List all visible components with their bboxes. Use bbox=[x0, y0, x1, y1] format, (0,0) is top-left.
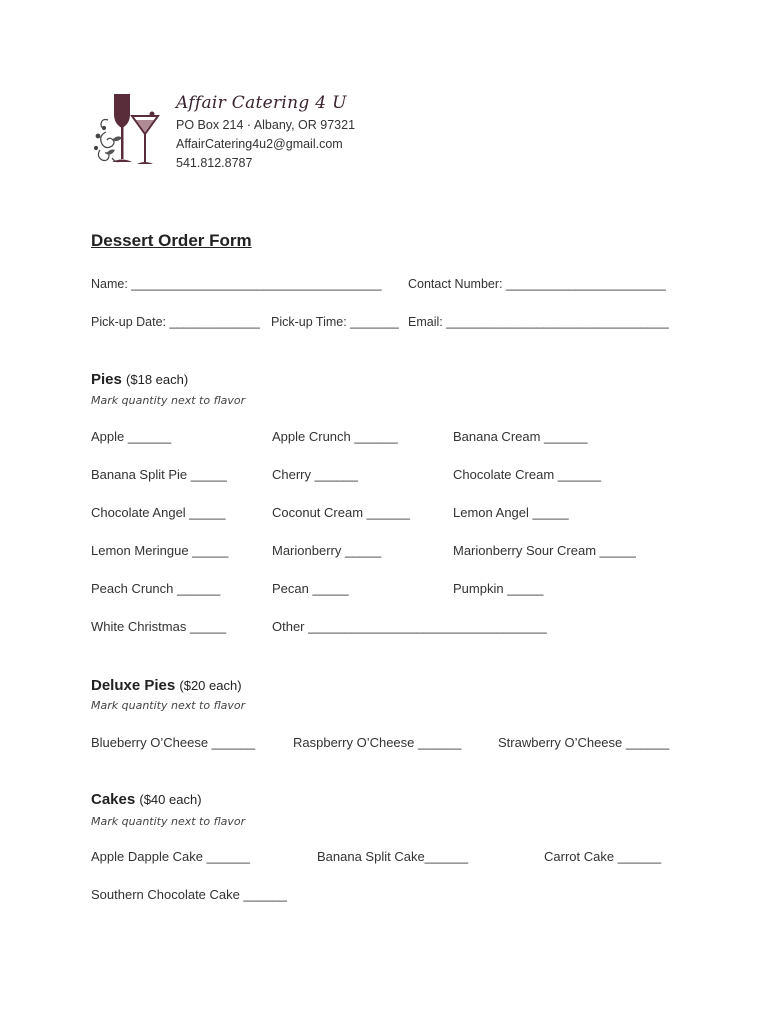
pies-price: ($18 each) bbox=[126, 372, 189, 387]
cake-item-banana-split[interactable]: Banana Split Cake______ bbox=[317, 849, 469, 864]
pickup-time-field[interactable]: Pick-up Time: _______ bbox=[271, 315, 399, 329]
company-phone: 541.812.8787 bbox=[176, 156, 253, 170]
pie-item-apple[interactable]: Apple ______ bbox=[91, 429, 172, 444]
pie-item-chocolate-cream[interactable]: Chocolate Cream ______ bbox=[453, 467, 602, 482]
pickup-date-field[interactable]: Pick-up Date: _____________ bbox=[91, 315, 260, 329]
pie-item-coconut-cream[interactable]: Coconut Cream ______ bbox=[272, 505, 411, 520]
wine-glasses-logo-icon bbox=[92, 92, 166, 170]
deluxe-pies-note: Mark quantity next to flavor bbox=[91, 699, 246, 712]
pie-item-cherry[interactable]: Cherry ______ bbox=[272, 467, 358, 482]
company-name: Affair Catering 4 U bbox=[176, 93, 347, 113]
pie-item-white-christmas[interactable]: White Christmas _____ bbox=[91, 619, 227, 634]
pie-item-lemon-angel[interactable]: Lemon Angel _____ bbox=[453, 505, 569, 520]
pie-item-pumpkin[interactable]: Pumpkin _____ bbox=[453, 581, 544, 596]
cakes-note: Mark quantity next to flavor bbox=[91, 815, 246, 828]
pie-item-banana-cream[interactable]: Banana Cream ______ bbox=[453, 429, 588, 444]
cake-item-carrot[interactable]: Carrot Cake ______ bbox=[544, 849, 662, 864]
deluxe-item-strawberry[interactable]: Strawberry O’Cheese ______ bbox=[498, 735, 670, 750]
pie-item-marionberry-sour-cream[interactable]: Marionberry Sour Cream _____ bbox=[453, 543, 636, 558]
cakes-title: Cakes bbox=[91, 791, 136, 808]
pie-item-banana-split[interactable]: Banana Split Pie _____ bbox=[91, 467, 227, 482]
page-title: Dessert Order Form bbox=[91, 231, 252, 250]
email-field[interactable]: Email: ________________________________ bbox=[408, 315, 669, 329]
pie-item-chocolate-angel[interactable]: Chocolate Angel _____ bbox=[91, 505, 226, 520]
pie-item-apple-crunch[interactable]: Apple Crunch ______ bbox=[272, 429, 398, 444]
cakes-price: ($40 each) bbox=[139, 792, 202, 807]
pie-item-peach-crunch[interactable]: Peach Crunch ______ bbox=[91, 581, 221, 596]
pie-item-pecan[interactable]: Pecan _____ bbox=[272, 581, 349, 596]
contact-number-field[interactable]: Contact Number: _______________________ bbox=[408, 277, 666, 291]
cake-item-southern-chocolate[interactable]: Southern Chocolate Cake ______ bbox=[91, 887, 287, 902]
pies-title: Pies bbox=[91, 371, 122, 388]
deluxe-pies-title: Deluxe Pies bbox=[91, 677, 176, 694]
company-email: AffairCatering4u2@gmail.com bbox=[176, 137, 343, 151]
deluxe-pies-section-title bbox=[91, 677, 242, 694]
deluxe-item-blueberry[interactable]: Blueberry O’Cheese ______ bbox=[91, 735, 256, 750]
pies-note: Mark quantity next to flavor bbox=[91, 394, 246, 407]
cakes-section-title bbox=[91, 791, 202, 808]
pie-item-lemon-meringue[interactable]: Lemon Meringue _____ bbox=[91, 543, 229, 558]
pie-item-marionberry[interactable]: Marionberry _____ bbox=[272, 543, 382, 558]
cake-item-apple-dapple[interactable]: Apple Dapple Cake ______ bbox=[91, 849, 251, 864]
deluxe-item-raspberry[interactable]: Raspberry O’Cheese ______ bbox=[293, 735, 462, 750]
pies-section-title bbox=[91, 371, 188, 388]
company-address: PO Box 214 · Albany, OR 97321 bbox=[176, 118, 356, 132]
pie-item-other[interactable]: Other _________________________________ bbox=[272, 619, 547, 634]
name-field[interactable]: Name: ____________________________________ bbox=[91, 277, 382, 291]
deluxe-pies-price: ($20 each) bbox=[179, 678, 242, 693]
